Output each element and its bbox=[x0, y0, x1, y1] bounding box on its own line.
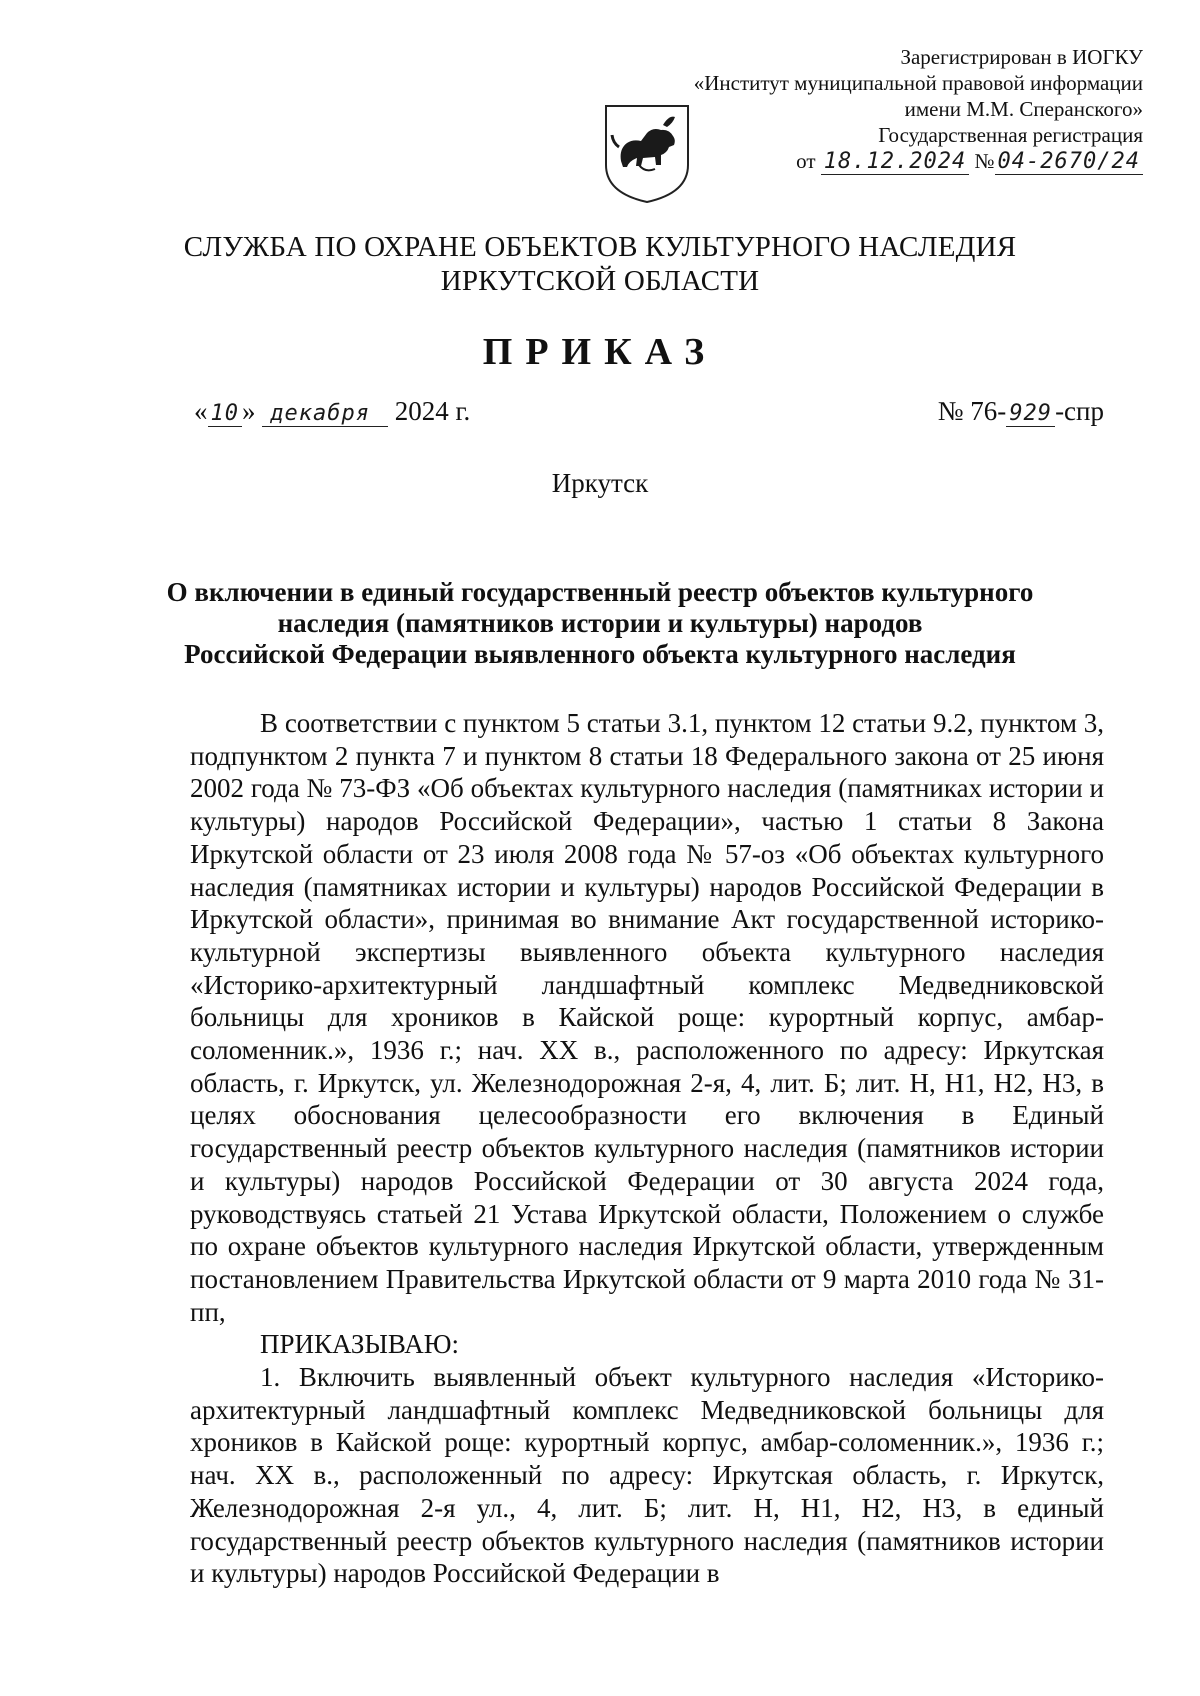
registration-line-1: Зарегистрирован в ИОГКУ bbox=[900, 45, 1143, 69]
registration-line-4: Государственная регистрация bbox=[878, 123, 1143, 147]
order-date-open-quote: « bbox=[194, 396, 208, 426]
preamble-paragraph: В соответствии с пунктом 5 статьи 3.1, пунктом 12 статьи 9.2, пунктом 3, подпунктом 2 пункта 7 и пунктом 8 статьи 18 Федерального закона от 25 июня 2002 года № 73-ФЗ «Об объектах культурного наследия (памятниках истории и культуры) народов Российской Федерации», частью 1 статьи 8 Закона Иркутской области от 23 июля 2008 года № 57-оз «Об объектах культурного наследия (памятниках истории и культуры) народов Российской Федерации в Иркутской области», принимая во внимание Акт государственной историко-культурной экспертизы выявленного объекта культурного наследия «Историко-архитектурный ландшафтный комплекс Медведниковской больницы для хроников в Кайской роще: курортный корпус, амбар-соломенник.», 1936 г.; нач. XX в., расположенного по адресу: Иркутская область, г. Иркутск, ул. Железнодорожная 2-я, 4, лит. Б; лит. Н, Н1, Н2, Н3, в целях обоснования целесообразности его включения в Единый государственный реестр объектов культурного наследия (памятников истории и культуры) народов Российской Федерации от 30 августа 2024 года, руководствуясь статьей 21 Устава Иркутской области, Положением о службе по охране объектов культурного наследия Иркутской области, утвержденным постановлением Правительства Иркутской области от 9 марта 2010 года № 31-пп, bbox=[190, 708, 1104, 1327]
order-number-prefix: № 76- bbox=[937, 396, 1007, 426]
registration-date-prefix: от bbox=[796, 149, 816, 173]
title-line-1: О включении в единый государственный реестр объектов культурного bbox=[166, 577, 1034, 607]
order-date bbox=[194, 396, 470, 427]
agency-name bbox=[0, 230, 1200, 298]
document-type: ПРИКАЗ bbox=[482, 331, 718, 373]
registration-num-prefix: № bbox=[974, 149, 995, 173]
title-line-2: наследия (памятников истории и культуры) народов bbox=[277, 608, 923, 638]
order-number bbox=[938, 396, 1104, 427]
order-number-hand: 929 bbox=[1006, 401, 1055, 427]
order-date-month: декабря bbox=[262, 401, 388, 427]
document-title bbox=[160, 577, 1040, 670]
city: Иркутск bbox=[551, 468, 649, 498]
registration-line-3: имени М.М. Сперанского» bbox=[904, 97, 1143, 121]
document-body bbox=[190, 707, 1104, 1590]
order-date-close-quote: » bbox=[242, 396, 256, 426]
order-number-suffix: -спр bbox=[1055, 396, 1104, 426]
order-date-year: 2024 г. bbox=[394, 396, 471, 426]
registration-date-value: 18.12.2024 bbox=[821, 149, 969, 175]
agency-line-1: СЛУЖБА ПО ОХРАНЕ ОБЪЕКТОВ КУЛЬТУРНОГО НАСЛЕДИЯ bbox=[183, 231, 1017, 263]
registration-line-2: «Институт муниципальной правовой информации bbox=[693, 71, 1143, 95]
order-word: ПРИКАЗЫВАЮ: bbox=[260, 1329, 459, 1360]
title-line-3: Российской Федерации выявленного объекта культурного наследия bbox=[184, 639, 1016, 669]
agency-line-2: ИРКУТСКОЙ ОБЛАСТИ bbox=[440, 265, 760, 297]
coat-of-arms-icon bbox=[603, 103, 691, 205]
order-item-1: 1. Включить выявленный объект культурного наследия «Историко-архитектурный ландшафтный комплекс Медведниковской больницы для хроников в Кайской роще: курортный корпус, амбар-соломенник.», 1936 г.; нач. XX в., расположенный по адресу: Иркутская область, г. Иркутск, Железнодорожная 2-я ул., 4, лит. Б; лит. Н, Н1, Н2, Н3, в единый государственный реестр объектов культурного наследия (памятников истории и культуры) народов Российской Федерации в bbox=[190, 1362, 1104, 1589]
order-date-day: 10 bbox=[208, 401, 243, 427]
registration-number-value: 04-2670/24 bbox=[995, 149, 1143, 175]
